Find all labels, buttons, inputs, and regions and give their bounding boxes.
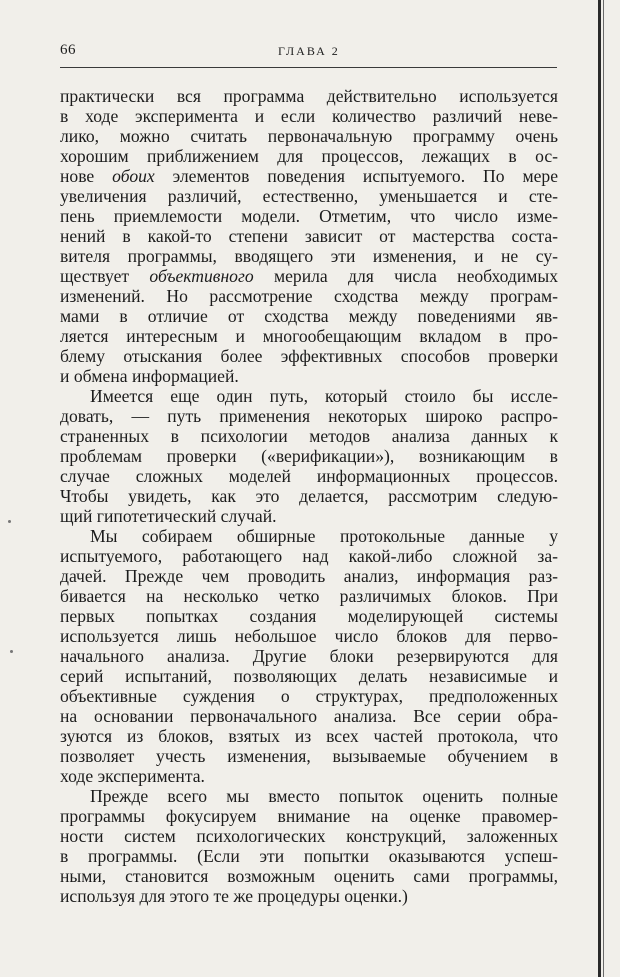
text-line: программы фокусируем внимание на оценке правомер- — [60, 806, 558, 826]
text-line: зуются из блоков, взятых из всех частей протокола, что — [60, 726, 558, 746]
text-line: бивается на несколько четко различимых блоков. При — [60, 586, 558, 606]
text-line: позволяет учесть изменения, вызываемые обучением в — [60, 746, 558, 766]
text-line: ности систем психологических конструкций, заложенных — [60, 826, 558, 846]
paragraph — [60, 526, 558, 786]
scan-speck — [10, 650, 13, 653]
text-line: на основании первоначального анализа. Все серии обра- — [60, 706, 558, 726]
text-line: объективные суждения о структурах, предположенных — [60, 686, 558, 706]
text-line: в программы. (Если эти попытки оказываются успеш- — [60, 846, 558, 866]
text-line: Мы собираем обширные протокольные данные у — [90, 526, 558, 546]
text-line: и обмена информацией. — [60, 366, 239, 386]
header-rule — [60, 67, 557, 68]
paragraph — [60, 386, 558, 526]
text-line: нений в какой-то степени зависит от мастерства соста- — [60, 226, 558, 246]
text-line: пень приемлемости модели. Отметим, что число изме- — [60, 206, 558, 226]
text-line: испытуемого, работающего над какой-либо сложной за- — [60, 546, 558, 566]
chapter-title: ГЛАВА 2 — [278, 44, 340, 58]
text-line: начального анализа. Другие блоки резервируются для — [60, 646, 558, 666]
text-line: вителя программы, вводящего эти изменения, и не су- — [60, 246, 558, 266]
text-line: ляется интересным и многообещающим вкладом в про- — [60, 326, 558, 346]
text-line: довать, — путь применения некоторых широко распро- — [60, 406, 558, 426]
text-line: изменений. Но рассмотрение сходства между програм- — [60, 286, 558, 306]
text-line: в ходе эксперимента и если количество различий неве- — [60, 106, 558, 126]
text-line: Прежде всего мы вместо попыток оценить полные — [90, 786, 558, 806]
page-edge-line — [603, 0, 604, 977]
text-line: Имеется еще один путь, который стоило бы иссле- — [90, 386, 558, 406]
text-line: ществует объективного мерила для числа необходимых — [60, 266, 558, 286]
text-line: первых попытках создания моделирующей системы — [60, 606, 558, 626]
body-text — [60, 86, 558, 906]
text-line: блему отыскания более эффективных способов проверки — [60, 346, 558, 366]
text-line: серий испытаний, позволяющих делать независимые и — [60, 666, 558, 686]
paragraph — [60, 786, 558, 906]
text-line: используется лишь небольшое число блоков для перво- — [60, 626, 558, 646]
text-line: ными, становится возможным оценить сами программы, — [60, 866, 558, 886]
text-line: используя для этого те же процедуры оценки.) — [60, 886, 408, 906]
text-line: практически вся программа действительно используется — [60, 86, 558, 106]
text-line: дачей. Прежде чем проводить анализ, информация раз- — [60, 566, 558, 586]
text-line: проблемам проверки («верификации»), возникающим в — [60, 446, 558, 466]
page-edge-shadow — [598, 0, 601, 977]
text-line: ходе эксперимента. — [60, 766, 205, 786]
text-line: страненных в психологии методов анализа данных к — [60, 426, 558, 446]
page-number: 66 — [60, 42, 76, 58]
text-line: лико, можно считать первоначальную программу очень — [60, 126, 558, 146]
scan-speck — [8, 520, 11, 523]
text-line: мами в отличие от сходства между поведениями яв- — [60, 306, 558, 326]
text-line: случае сложных моделей информационных процессов. — [60, 466, 558, 486]
text-line: Чтобы увидеть, как это делается, рассмотрим следую- — [60, 486, 558, 506]
text-line: щий гипотетический случай. — [60, 506, 277, 526]
text-line: хорошим приближением для процессов, лежащих в ос- — [60, 146, 558, 166]
running-header — [60, 42, 555, 64]
text-line: увеличения различий, естественно, уменьшается и сте- — [60, 186, 558, 206]
paragraph — [60, 86, 558, 386]
text-line: нове обоих элементов поведения испытуемого. По мере — [60, 166, 559, 186]
